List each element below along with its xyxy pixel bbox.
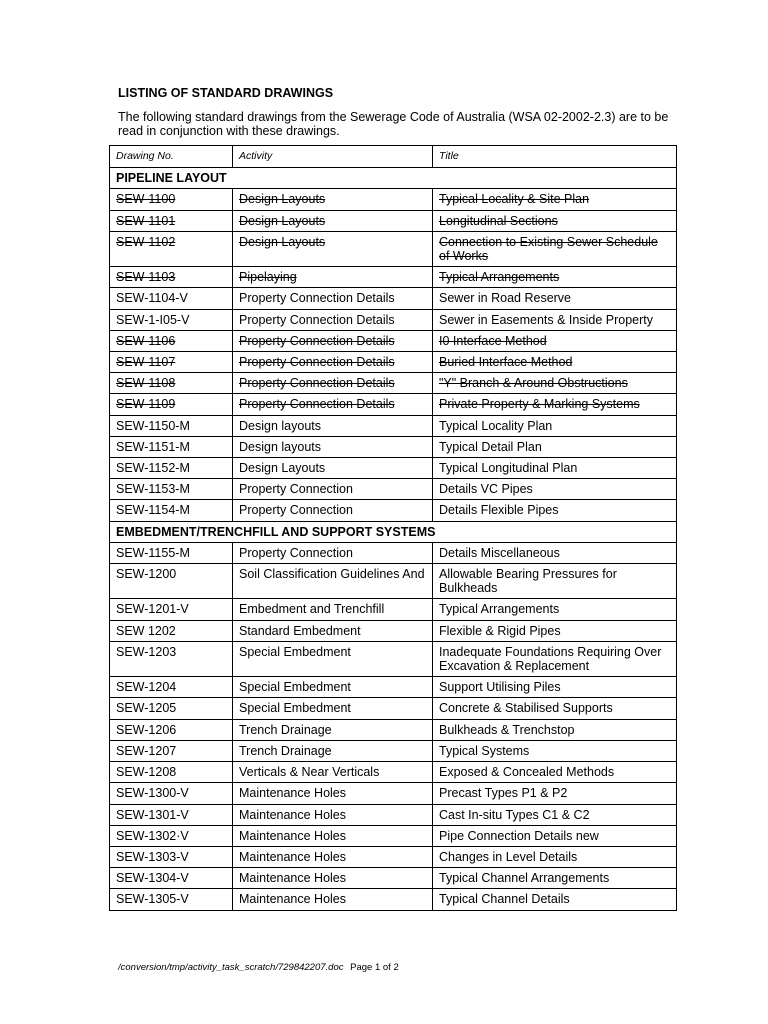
drawing-number-cell: SEW-1101	[110, 210, 233, 231]
activity-cell: Maintenance Holes	[233, 846, 433, 867]
drawing-number-cell: SEW-1203	[110, 641, 233, 676]
drawing-number-cell: SEW-1150-M	[110, 415, 233, 436]
table-row	[110, 479, 677, 500]
drawing-number-cell: SEW-1207	[110, 740, 233, 761]
drawing-number-cell: SEW-1-I05-V	[110, 309, 233, 330]
activity-cell: Embedment and Trenchfill	[233, 599, 433, 620]
drawing-number-cell: SEW-1104-V	[110, 288, 233, 309]
table-row	[110, 542, 677, 563]
activity-cell: Trench Drainage	[233, 719, 433, 740]
page-footer	[118, 962, 399, 973]
table-row	[110, 415, 677, 436]
table-row-struck	[110, 189, 677, 210]
column-header-activity: Activity	[233, 146, 433, 168]
section-heading: PIPELINE LAYOUT	[110, 168, 677, 189]
title-cell: Exposed & Concealed Methods	[433, 762, 677, 783]
activity-cell: Design Layouts	[233, 189, 433, 210]
table-row	[110, 740, 677, 761]
table-row	[110, 804, 677, 825]
activity-cell: Maintenance Holes	[233, 783, 433, 804]
drawing-number-cell: SEW-1154-M	[110, 500, 233, 521]
activity-cell: Special Embedment	[233, 677, 433, 698]
title-cell: Sewer in Easements & Inside Property	[433, 309, 677, 330]
activity-cell: Trench Drainage	[233, 740, 433, 761]
drawing-number-cell: SEW-1153-M	[110, 479, 233, 500]
table-row	[110, 868, 677, 889]
drawing-number-cell: SEW-1152-M	[110, 458, 233, 479]
activity-cell: Property Connection	[233, 500, 433, 521]
title-cell: Details Miscellaneous	[433, 542, 677, 563]
drawing-number-cell: SEW-1106	[110, 330, 233, 351]
activity-cell: Maintenance Holes	[233, 804, 433, 825]
title-cell: Typical Locality Plan	[433, 415, 677, 436]
title-cell: Typical Longitudinal Plan	[433, 458, 677, 479]
title-cell: "Y" Branch & Around Obstructions	[433, 373, 677, 394]
table-row-struck	[110, 330, 677, 351]
activity-cell: Design Layouts	[233, 210, 433, 231]
table-row-struck	[110, 210, 677, 231]
table-row-struck	[110, 394, 677, 415]
footer-page-number: Page 1 of 2	[350, 962, 399, 973]
table-row	[110, 500, 677, 521]
activity-cell: Soil Classification Guidelines And	[233, 564, 433, 599]
activity-cell: Pipelaying	[233, 267, 433, 288]
drawing-number-cell: SEW-1304-V	[110, 868, 233, 889]
title-cell: Connection to Existing Sewer Schedule of Works	[433, 231, 677, 266]
table-row	[110, 564, 677, 599]
activity-cell: Property Connection Details	[233, 288, 433, 309]
title-cell: Pipe Connection Details new	[433, 825, 677, 846]
table-row	[110, 620, 677, 641]
drawing-number-cell: SEW-1200	[110, 564, 233, 599]
title-cell: Typical Arrangements	[433, 599, 677, 620]
drawing-number-cell: SEW-1151-M	[110, 436, 233, 457]
drawing-number-cell: SEW-1300-V	[110, 783, 233, 804]
table-row	[110, 698, 677, 719]
activity-cell: Property Connection Details	[233, 394, 433, 415]
title-cell: Buried Interface Method	[433, 352, 677, 373]
activity-cell: Property Connection Details	[233, 309, 433, 330]
activity-cell: Property Connection	[233, 542, 433, 563]
table-row-struck	[110, 231, 677, 266]
activity-cell: Maintenance Holes	[233, 825, 433, 846]
table-row	[110, 719, 677, 740]
table-row	[110, 641, 677, 676]
activity-cell: Property Connection	[233, 479, 433, 500]
table-body	[110, 168, 677, 910]
title-cell: I0 Interface Method	[433, 330, 677, 351]
document-heading: LISTING OF STANDARD DRAWINGS	[118, 86, 334, 100]
table-header-row	[110, 146, 677, 168]
table-row	[110, 889, 677, 910]
title-cell: Inadequate Foundations Requiring Over Excavation & Replacement	[433, 641, 677, 676]
drawing-number-cell: SEW-1100	[110, 189, 233, 210]
drawing-number-cell: SEW-1155-M	[110, 542, 233, 563]
activity-cell: Special Embedment	[233, 641, 433, 676]
drawing-number-cell: SEW-1208	[110, 762, 233, 783]
title-cell: Flexible & Rigid Pipes	[433, 620, 677, 641]
drawing-number-cell: SEW-1301-V	[110, 804, 233, 825]
section-row	[110, 168, 677, 189]
activity-cell: Maintenance Holes	[233, 868, 433, 889]
title-cell: Longitudinal Sections	[433, 210, 677, 231]
table-row	[110, 309, 677, 330]
table-row	[110, 436, 677, 457]
title-cell: Details Flexible Pipes	[433, 500, 677, 521]
section-row	[110, 521, 677, 542]
standard-drawings-table	[109, 145, 677, 911]
activity-cell: Verticals & Near Verticals	[233, 762, 433, 783]
title-cell: Precast Types P1 & P2	[433, 783, 677, 804]
drawing-number-cell: SEW-1206	[110, 719, 233, 740]
table-row	[110, 846, 677, 867]
footer-file-path: /conversion/tmp/activity_task_scratch/729842207.doc	[118, 962, 344, 973]
activity-cell: Design layouts	[233, 415, 433, 436]
column-header-drawing-no: Drawing No.	[110, 146, 233, 168]
drawing-number-cell: SEW-1302·V	[110, 825, 233, 846]
intro-paragraph: The following standard drawings from the Sewerage Code of Australia (WSA 02-2002-2.3) are to be read in conjunction with these drawings.	[118, 110, 669, 138]
title-cell: Details VC Pipes	[433, 479, 677, 500]
title-cell: Typical Arrangements	[433, 267, 677, 288]
title-cell: Typical Detail Plan	[433, 436, 677, 457]
table-row	[110, 599, 677, 620]
drawing-number-cell: SEW-1103	[110, 267, 233, 288]
title-cell: Typical Channel Arrangements	[433, 868, 677, 889]
table-row	[110, 458, 677, 479]
title-cell: Typical Channel Details	[433, 889, 677, 910]
drawing-number-cell: SEW-1108	[110, 373, 233, 394]
title-cell: Concrete & Stabilised Supports	[433, 698, 677, 719]
drawing-number-cell: SEW-1201-V	[110, 599, 233, 620]
activity-cell: Property Connection Details	[233, 352, 433, 373]
activity-cell: Maintenance Holes	[233, 889, 433, 910]
title-cell: Bulkheads & Trenchstop	[433, 719, 677, 740]
activity-cell: Property Connection Details	[233, 330, 433, 351]
table-row-struck	[110, 267, 677, 288]
section-heading: EMBEDMENT/TRENCHFILL AND SUPPORT SYSTEMS	[110, 521, 677, 542]
activity-cell: Design Layouts	[233, 231, 433, 266]
table-row	[110, 825, 677, 846]
drawing-number-cell: SEW-1107	[110, 352, 233, 373]
title-cell: Typical Systems	[433, 740, 677, 761]
title-cell: Typical Locality & Site Plan	[433, 189, 677, 210]
title-cell: Cast In-situ Types C1 & C2	[433, 804, 677, 825]
drawing-number-cell: SEW-1205	[110, 698, 233, 719]
activity-cell: Design Layouts	[233, 458, 433, 479]
drawing-number-cell: SEW-1109	[110, 394, 233, 415]
table-row	[110, 783, 677, 804]
activity-cell: Standard Embedment	[233, 620, 433, 641]
table-row	[110, 288, 677, 309]
drawing-number-cell: SEW 1202	[110, 620, 233, 641]
column-header-title: Title	[433, 146, 677, 168]
drawing-number-cell: SEW-1204	[110, 677, 233, 698]
title-cell: Support Utilising Piles	[433, 677, 677, 698]
activity-cell: Special Embedment	[233, 698, 433, 719]
table-row-struck	[110, 352, 677, 373]
title-cell: Changes in Level Details	[433, 846, 677, 867]
title-cell: Private Property & Marking Systems	[433, 394, 677, 415]
activity-cell: Property Connection Details	[233, 373, 433, 394]
title-cell: Allowable Bearing Pressures for Bulkheads	[433, 564, 677, 599]
table-row	[110, 762, 677, 783]
title-cell: Sewer in Road Reserve	[433, 288, 677, 309]
table-row	[110, 677, 677, 698]
table-row-struck	[110, 373, 677, 394]
drawing-number-cell: SEW-1303-V	[110, 846, 233, 867]
activity-cell: Design layouts	[233, 436, 433, 457]
drawing-number-cell: SEW-1305-V	[110, 889, 233, 910]
drawing-number-cell: SEW-1102	[110, 231, 233, 266]
